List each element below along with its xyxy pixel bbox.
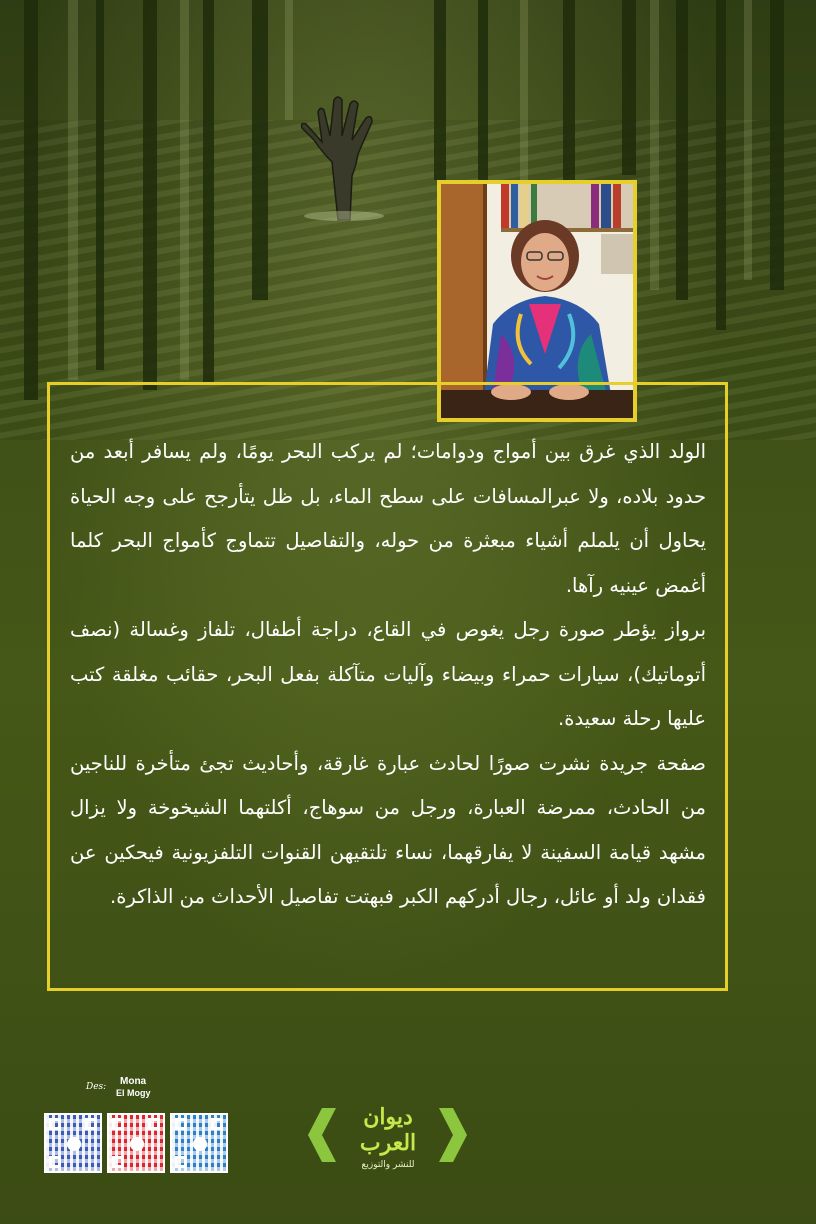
blurb-paragraph: صفحة جريدة نشرت صورًا لحادث عبارة غارقة، وأحاديث تجئ متأخرة للناجين من الحادث، ممرضة العبارة، ورجل من سوهاج، أكلتهما الشيخوخة ولا يزال مشهد قيامة السفينة لا يفارقهما، نساء تلتقيهن القنوات التلفزيونية فيحكين عن فقدان ولد أو عائل، رجال أدركهم الكبر فبهتت تفاصيل الأحداث من الذاكرة. [70,751,706,908]
designer-credit [86,1078,186,1108]
bar [622,0,636,175]
bar [650,0,659,290]
bar [770,0,784,290]
publisher-logo [300,1090,475,1180]
bar [143,0,157,390]
qr-code-youtube[interactable] [107,1113,165,1173]
designer-prefix: Des: [86,1082,107,1092]
publisher-tagline: للنشر والتوزيع [361,1160,415,1170]
bar [68,0,78,380]
youtube-icon [130,1137,144,1151]
bar [676,0,688,300]
bar [716,0,726,330]
facebook-icon [67,1137,81,1151]
qr-codes [44,1113,228,1175]
blurb-paragraph: الولد الذي غرق بين أمواج ودوامات؛ لم يركب البحر يومًا، ولم يسافر أبعد من حدود بلاده، ولا عبرالمسافات على سطح الماء، بل ظل يتأرجح على وجه الحياة يحاول أن يلملم أشياء مبعثرة من حوله، والتفاصيل تتماوج كأمواج البحر كلما أغمض عينيه رآها. [70,440,706,597]
bar [744,0,752,280]
bar [520,0,528,180]
bar [563,0,575,180]
bar [478,0,488,180]
bar [24,0,38,400]
qr-code-messenger[interactable] [170,1113,228,1173]
publisher-name: ديوان العرب [359,1104,417,1156]
designer-name-line2: El Mogy [116,1088,151,1098]
bar [96,0,104,370]
bar [180,0,189,380]
designer-name-line1: Mona [120,1076,147,1087]
bar [434,0,446,180]
blurb-text [70,430,706,920]
drowning-hand-illustration [292,92,396,222]
messenger-icon [193,1137,207,1151]
blurb-paragraph: برواز يؤطر صورة رجل يغوص في القاع، دراجة أطفال، تلفاز وغسالة (نصف أتوماتيك)، سيارات حمراء وبيضاء وآليات متآكلة بفعل البحر، حقائب مغلقة كتب عليها رحلة سعيدة. [70,618,706,730]
qr-code-facebook[interactable] [44,1113,102,1173]
bar [203,0,214,385]
bar [252,0,268,300]
